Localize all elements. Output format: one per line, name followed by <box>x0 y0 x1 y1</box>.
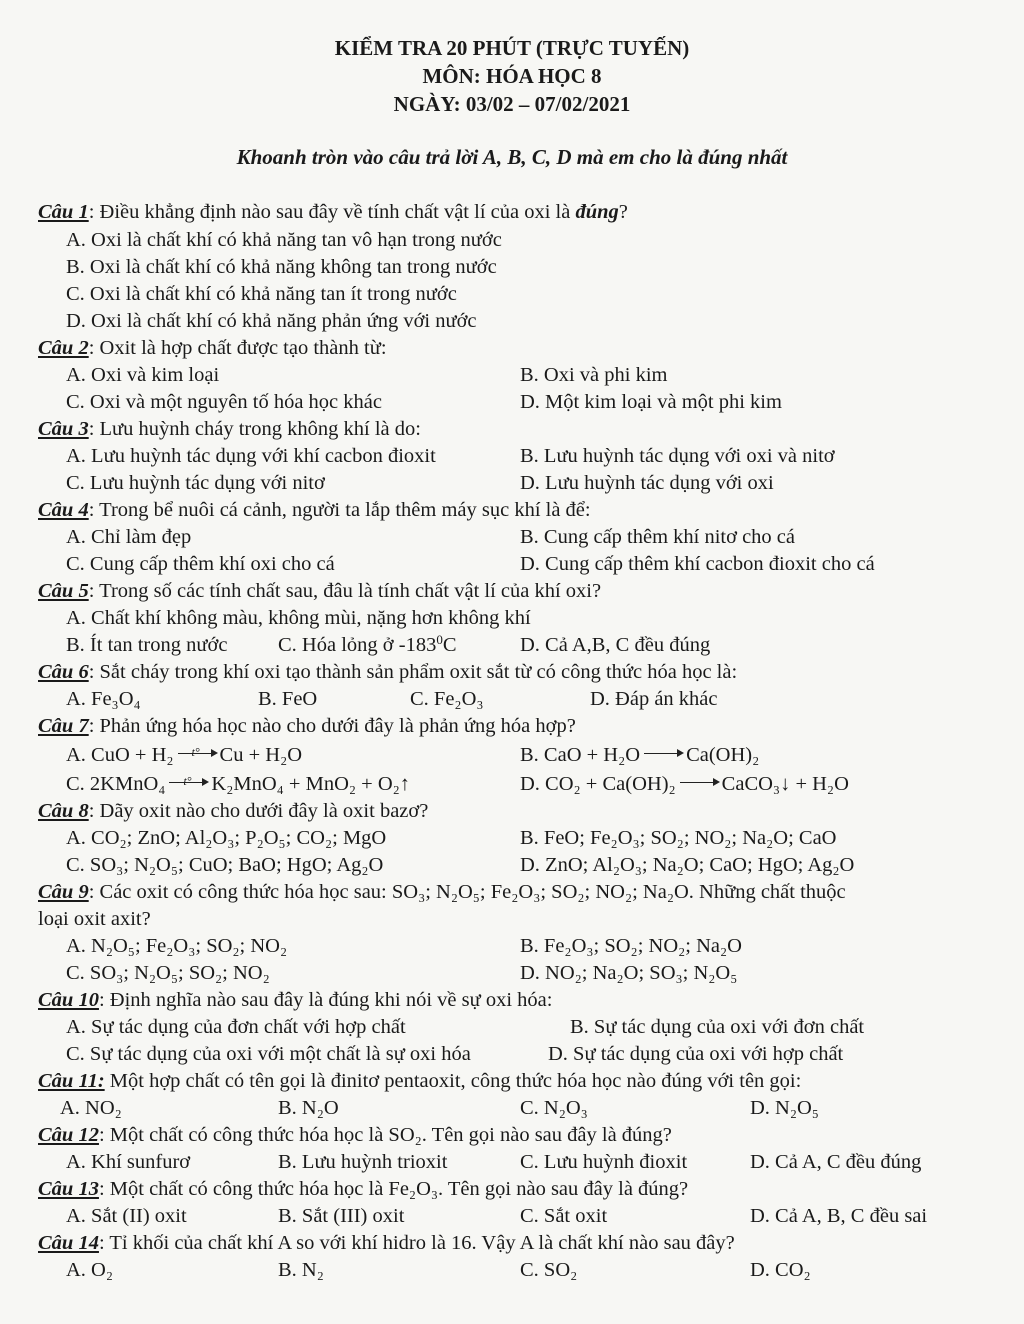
question-label: Câu 13 <box>38 1178 99 1200</box>
option-6d[interactable]: D. Đáp án khác <box>590 688 718 710</box>
reactants: C. 2KMnO₄ <box>66 773 166 795</box>
question-11 <box>38 1068 801 1094</box>
option-14c[interactable]: C. SO₂ <box>520 1259 578 1281</box>
option-7c[interactable] <box>66 771 410 797</box>
option-1c[interactable]: C. Oxi là chất khí có khả năng tan ít trong nước <box>66 283 457 305</box>
option-3a[interactable]: A. Lưu huỳnh tác dụng với khí cacbon đioxit <box>66 445 436 467</box>
question-text: : Trong bể nuôi cá cảnh, người ta lắp thêm máy sục khí là để: <box>88 499 591 521</box>
option-13c[interactable]: C. Sắt oxit <box>520 1205 608 1227</box>
option-13d[interactable]: D. Cả A, B, C đều sai <box>750 1205 928 1227</box>
question-label: Câu 7 <box>38 715 89 737</box>
option-10d[interactable]: D. Sự tác dụng của oxi với hợp chất <box>548 1043 844 1065</box>
question-label: Câu 14 <box>38 1232 99 1254</box>
instruction: Khoanh tròn vào câu trả lời A, B, C, D mà em cho là đúng nhất <box>236 145 788 169</box>
question-text: : Điều khẳng định nào sau đây về tính chất vật lí của oxi là <box>88 201 576 223</box>
option-12b[interactable]: B. Lưu huỳnh trioxit <box>278 1151 448 1173</box>
heat-condition: t° <box>183 774 192 789</box>
exam-title: KIỂM TRA 20 PHÚT (TRỰC TUYẾN) <box>334 36 690 60</box>
question-9 <box>38 879 846 905</box>
question-text: : Định nghĩa nào sau đây là đúng khi nói về sự oxi hóa: <box>98 989 553 1011</box>
option-14d[interactable]: D. CO₂ <box>750 1259 811 1281</box>
question-5 <box>38 578 601 604</box>
question-label: Câu 2 <box>38 337 89 359</box>
date-line: NGÀY: 03/02 – 07/02/2021 <box>393 92 631 116</box>
question-8 <box>38 798 428 824</box>
question-emphasis: đúng <box>575 201 619 223</box>
exam-header <box>0 34 1024 118</box>
question-label: Câu 5 <box>38 580 89 602</box>
option-11c[interactable]: C. N₂O₃ <box>520 1097 588 1119</box>
option-9c[interactable]: C. SO₃; N₂O₅; SO₂; NO₂ <box>66 962 270 984</box>
option-2a[interactable]: A. Oxi và kim loại <box>66 364 220 386</box>
option-11d[interactable]: D. N₂O₅ <box>750 1097 819 1119</box>
option-6b[interactable]: B. FeO <box>258 688 318 710</box>
option-12d[interactable]: D. Cả A, C đều đúng <box>750 1151 922 1173</box>
option-9b[interactable]: B. Fe₂O₃; SO₂; NO₂; Na₂O <box>520 935 742 957</box>
option-4c[interactable]: C. Cung cấp thêm khí oxi cho cá <box>66 553 335 575</box>
products: Cu + H₂O <box>219 744 303 766</box>
question-6 <box>38 659 737 685</box>
question-text: : Tỉ khối của chất khí A so với khí hidro là 16. Vậy A là chất khí nào sau đây? <box>98 1232 735 1254</box>
question-text: : Oxit là hợp chất được tạo thành từ: <box>88 337 387 359</box>
question-end: ? <box>618 201 628 223</box>
question-text: : Sắt cháy trong khí oxi tạo thành sản phẩm oxit sắt từ có công thức hóa học là: <box>88 661 738 683</box>
option-14a[interactable]: A. O₂ <box>66 1259 114 1281</box>
option-2c[interactable]: C. Oxi và một nguyên tố hóa học khác <box>66 391 382 413</box>
option-7d[interactable] <box>520 771 849 797</box>
option-4a[interactable]: A. Chỉ làm đẹp <box>66 526 192 548</box>
subject-line: MÔN: HÓA HỌC 8 <box>422 64 602 88</box>
question-text: : Một chất có công thức hóa học là SO₂. Tên gọi nào sau đây là đúng? <box>98 1124 672 1146</box>
question-text: : Lưu huỳnh cháy trong không khí là do: <box>88 418 421 440</box>
question-text: : Một chất có công thức hóa học là Fe₂O₃. Tên gọi nào sau đây là đúng? <box>98 1178 689 1200</box>
option-7b[interactable] <box>520 742 759 768</box>
option-8d[interactable]: D. ZnO; Al₂O₃; Na₂O; CaO; HgO; Ag₂O <box>520 854 855 876</box>
option-2b[interactable]: B. Oxi và phi kim <box>520 364 668 386</box>
option-10b[interactable]: B. Sự tác dụng của oxi với đơn chất <box>570 1016 865 1038</box>
option-5a[interactable]: A. Chất khí không màu, không mùi, nặng hơn không khí <box>66 607 531 629</box>
question-9-cont: loại oxit axit? <box>38 908 151 930</box>
reaction-arrow <box>178 745 216 760</box>
question-12 <box>38 1122 672 1148</box>
option-10a[interactable]: A. Sự tác dụng của đơn chất với hợp chất <box>66 1016 406 1038</box>
question-7 <box>38 713 576 739</box>
question-label: Câu 12 <box>38 1124 99 1146</box>
option-12a[interactable]: A. Khí sunfurơ <box>66 1151 191 1173</box>
option-5c-unit: C <box>442 634 457 656</box>
question-label: Câu 3 <box>38 418 89 440</box>
option-3c[interactable]: C. Lưu huỳnh tác dụng với nitơ <box>66 472 325 494</box>
question-text: : Dãy oxit nào cho dưới đây là oxit bazơ? <box>88 800 429 822</box>
question-2 <box>38 335 387 361</box>
option-14b[interactable]: B. N₂ <box>278 1259 324 1281</box>
option-11b[interactable]: B. N₂O <box>278 1097 339 1119</box>
question-label: Câu 11: <box>38 1070 105 1092</box>
question-14 <box>38 1230 735 1256</box>
question-label: Câu 8 <box>38 800 89 822</box>
option-7a[interactable] <box>66 742 302 768</box>
reactants: B. CaO + H₂O <box>520 744 641 766</box>
question-label: Câu 9 <box>38 881 89 903</box>
question-4 <box>38 497 591 523</box>
option-8a[interactable]: A. CO₂; ZnO; Al₂O₃; P₂O₅; CO₂; MgO <box>66 827 387 849</box>
option-1d[interactable]: D. Oxi là chất khí có khả năng phản ứng với nước <box>66 310 477 332</box>
option-5b[interactable]: B. Ít tan trong nước <box>66 634 228 656</box>
reactants: A. CuO + H₂ <box>66 744 174 766</box>
option-4b[interactable]: B. Cung cấp thêm khí nitơ cho cá <box>520 526 796 548</box>
products: K₂MnO₄ + MnO₂ + O₂↑ <box>211 773 411 795</box>
option-11a[interactable]: A. NO₂ <box>60 1097 122 1119</box>
option-1a[interactable]: A. Oxi là chất khí có khả năng tan vô hạn trong nước <box>66 229 502 251</box>
reaction-arrow <box>169 774 207 789</box>
option-6c[interactable]: C. Fe₂O₃ <box>410 688 484 710</box>
products: Ca(OH)₂ <box>686 744 760 766</box>
question-label: Câu 6 <box>38 661 89 683</box>
question-1 <box>38 199 628 225</box>
option-13a[interactable]: A. Sắt (II) oxit <box>66 1205 187 1227</box>
reaction-arrow <box>644 753 682 754</box>
option-5c[interactable] <box>278 632 457 658</box>
option-3b[interactable]: B. Lưu huỳnh tác dụng với oxi và nitơ <box>520 445 835 467</box>
option-4d[interactable]: D. Cung cấp thêm khí cacbon đioxit cho cá <box>520 553 875 575</box>
option-9d[interactable]: D. NO₂; Na₂O; SO₃; N₂O₅ <box>520 962 738 984</box>
option-5d[interactable]: D. Cả A,B, C đều đúng <box>520 634 711 656</box>
option-9a[interactable]: A. N₂O₅; Fe₂O₃; SO₂; NO₂ <box>66 935 288 957</box>
products: CaCO₃↓ + H₂O <box>721 773 849 795</box>
question-10 <box>38 987 552 1013</box>
question-text: : Trong số các tính chất sau, đâu là tính chất vật lí của khí oxi? <box>88 580 602 602</box>
option-8c[interactable]: C. SO₃; N₂O₅; CuO; BaO; HgO; Ag₂O <box>66 854 384 876</box>
option-1b[interactable]: B. Oxi là chất khí có khả năng không tan trong nước <box>66 256 497 278</box>
reaction-arrow <box>680 782 718 783</box>
question-label: Câu 1 <box>38 201 89 223</box>
option-6a[interactable]: A. Fe₃O₄ <box>66 688 141 710</box>
degree-sup: 0 <box>436 632 443 647</box>
question-text: : Phản ứng hóa học nào cho dưới đây là phản ứng hóa hợp? <box>88 715 576 737</box>
option-3d[interactable]: D. Lưu huỳnh tác dụng với oxi <box>520 472 774 494</box>
option-8b[interactable]: B. FeO; Fe₂O₃; SO₂; NO₂; Na₂O; CaO <box>520 827 837 849</box>
question-label: Câu 4 <box>38 499 89 521</box>
option-13b[interactable]: B. Sắt (III) oxit <box>278 1205 405 1227</box>
reactants: D. CO₂ + Ca(OH)₂ <box>520 773 676 795</box>
question-text: : Các oxit có công thức hóa học sau: SO₃; N₂O₅; Fe₂O₃; SO₂; NO₂; Na₂O. Những chất thuộc <box>88 881 846 903</box>
option-5c-text: C. Hóa lỏng ở -183 <box>278 634 437 656</box>
option-12c[interactable]: C. Lưu huỳnh đioxit <box>520 1151 688 1173</box>
option-10c[interactable]: C. Sự tác dụng của oxi với một chất là sự oxi hóa <box>66 1043 471 1065</box>
question-3 <box>38 416 421 442</box>
question-13 <box>38 1176 688 1202</box>
question-label: Câu 10 <box>38 989 99 1011</box>
heat-condition: t° <box>191 745 200 760</box>
option-2d[interactable]: D. Một kim loại và một phi kim <box>520 391 782 413</box>
question-text: Một hợp chất có tên gọi là đinitơ pentaoxit, công thức hóa học nào đúng với tên gọi: <box>104 1070 802 1092</box>
